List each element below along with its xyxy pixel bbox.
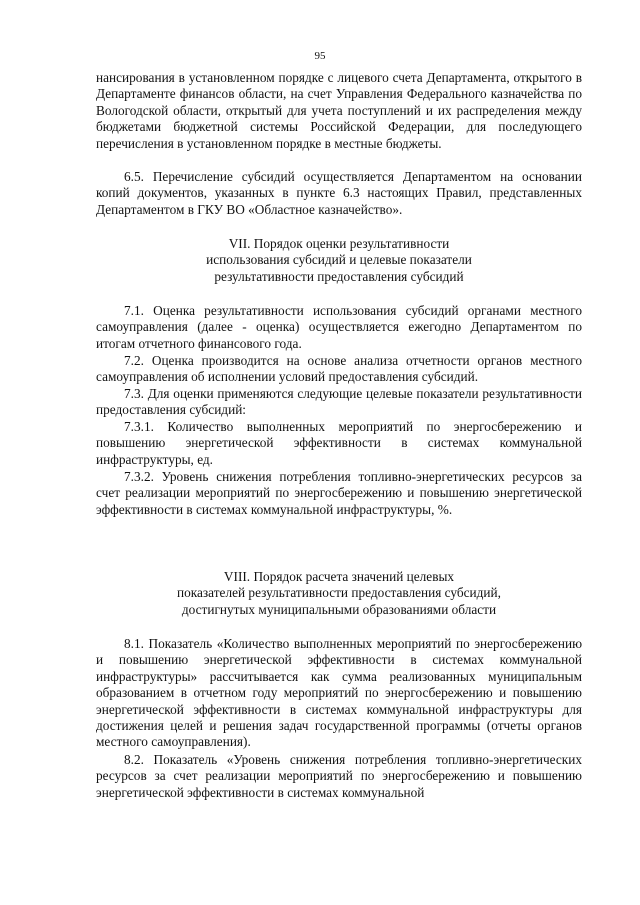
paragraph-8-2: 8.2. Показатель «Уровень снижения потребления топливно-энергетических ресурсов за счет реализации мероприятий по энергосбережению и повышению энергетической эффективности в системах коммунальной bbox=[96, 752, 582, 800]
page-number: 95 bbox=[314, 50, 326, 62]
paragraph-continuation: нансирования в установленном порядке с лицевого счета Департамента, открытого в Департаменте финансов области, на счет Управления Федерального казначейства по Вологодской области, открытый для учета поступлений и их распределения между бюджетами бюджетной системы Российской Федерации, для последующего перечисления в установленном порядке в местные бюджеты. bbox=[96, 70, 582, 151]
paragraph-6-5: 6.5. Перечисление субсидий осуществляется Департаментом на основании копий документов, указанных в пункте 6.3 настоящих Правил, представленных Департаментом в ГКУ ВО «Областное казначейство». bbox=[96, 169, 582, 217]
section-8-heading-line-3: достигнутых муниципальными образованиями области bbox=[181, 601, 497, 617]
paragraph-8-1: 8.1. Показатель «Количество выполненных мероприятий по энергосбережению и повышению энергетической эффективности в системах коммунальной инфраструктуры» рассчитывается как сумма реализованных муниципальным образованием в отчетном году мероприятий по энергосбережению и повышению энергетической эффективности в системах коммунальной инфраструктуры для достижения целей и решения задач государственной программы (отчеты органов местного самоуправления). bbox=[96, 636, 582, 750]
paragraph-7-3: 7.3. Для оценки применяются следующие целевые показатели результативности предоставления субсидий: bbox=[96, 386, 582, 418]
paragraph-7-1: 7.1. Оценка результативности использования субсидий органами местного самоуправления (далее - оценка) осуществляется ежегодно Департаментом по итогам отчетного финансового года. bbox=[96, 303, 582, 351]
paragraph-7-3-2: 7.3.2. Уровень снижения потребления топливно-энергетических ресурсов за счет реализации мероприятий по энергосбережению и повышению энергетической эффективности в системах коммунальной инфраструктуры, %. bbox=[96, 469, 582, 517]
section-7-heading bbox=[96, 236, 582, 285]
section-7-heading-line-2: использования субсидий и целевые показатели bbox=[206, 252, 472, 268]
section-7-heading-line-3: результативности предоставления субсидий bbox=[214, 268, 464, 284]
section-8-heading-line-2: показателей результативности предоставления субсидий, bbox=[177, 585, 501, 601]
section-8-heading-line-1: VIII. Порядок расчета значений целевых bbox=[223, 569, 455, 584]
section-7-heading-line-1: VII. Порядок оценки результативности bbox=[228, 236, 450, 251]
paragraph-7-2: 7.2. Оценка производится на основе анализа отчетности органов местного самоуправления об исполнении условий предоставления субсидий. bbox=[96, 353, 582, 385]
paragraph-7-3-1: 7.3.1. Количество выполненных мероприятий по энергосбережению и повышению энергетической эффективности в системах коммунальной инфраструктуры, ед. bbox=[96, 419, 582, 467]
section-8-heading bbox=[96, 569, 582, 618]
